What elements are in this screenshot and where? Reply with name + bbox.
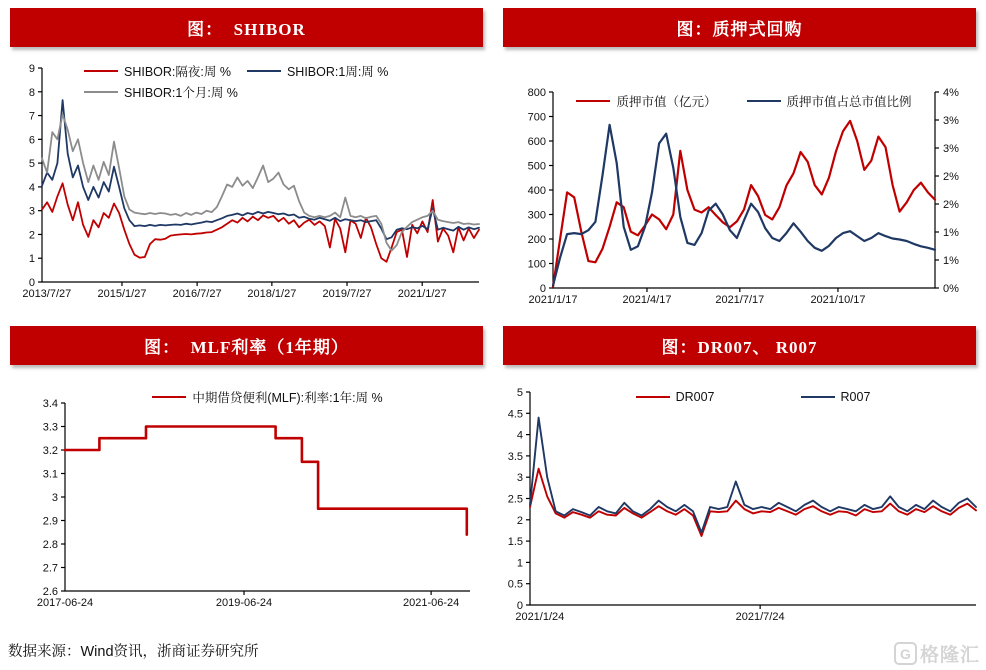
shibor-title: 图： SHIBOR (187, 20, 306, 39)
mlf-ytick: 3.3 (42, 421, 58, 434)
mlf-ytick: 2.7 (42, 562, 58, 575)
dr007-ytick: 0.5 (507, 578, 523, 591)
mlf-chart (0, 370, 493, 632)
repo-y2tick: 2% (943, 171, 959, 183)
legend-item-mlf-rate (152, 388, 382, 406)
shibor-xtick: 2015/1/27 (97, 288, 147, 300)
mlf-ytick: 2.6 (42, 586, 58, 598)
repo-y2tick: 3% (943, 115, 959, 127)
mlf-legend (65, 388, 470, 406)
legend-item-pledged-value (576, 92, 716, 110)
repo-ytick: 200 (527, 234, 546, 246)
repo-ytick: 100 (527, 258, 546, 271)
repo-ytick: 800 (527, 87, 546, 99)
repo-ytick: 700 (527, 111, 546, 124)
legend-item-r007-series (801, 390, 871, 404)
shibor-ytick: 9 (28, 63, 35, 75)
legend-swatch-r007-series (801, 396, 835, 398)
mlf-xtick: 2021-06-24 (402, 597, 460, 609)
shibor-xtick: 2013/7/27 (22, 288, 72, 300)
mlf-ytick: 2.8 (42, 539, 58, 551)
repo-ytick: 600 (527, 136, 546, 148)
repo-y2tick: 3% (943, 143, 959, 155)
panel-dr007 (493, 318, 986, 638)
dr007-ytick: 5 (516, 387, 523, 399)
repo-ytick: 500 (527, 160, 546, 173)
legend-label-shibor-1w: SHIBOR:1周:周 % (286, 65, 389, 79)
repo-xtick: 2021/4/17 (622, 294, 672, 306)
repo-axis-frame (553, 92, 935, 288)
repo-xtick: 2021/10/17 (810, 294, 866, 306)
dr007-chart (493, 370, 986, 632)
legend-item-pledged-ratio (747, 92, 912, 110)
repo-y2tick: 1% (943, 227, 959, 239)
data-source-note: 数据来源：Wind资讯，浙商证券研究所 (8, 644, 259, 660)
dr007-ytick: 2.5 (507, 493, 523, 506)
mlf-ytick: 3.2 (42, 445, 58, 457)
gelonghui-watermark (894, 640, 980, 667)
mlf-ytick: 3.4 (42, 398, 58, 410)
dr007-ytick: 4 (516, 429, 523, 442)
dr007-ytick: 2 (516, 514, 523, 527)
legend-swatch-pledged-value (576, 100, 610, 102)
legend-swatch-pledged-ratio (747, 100, 781, 102)
shibor-ytick: 3 (28, 205, 35, 218)
repo-title-bar (503, 8, 976, 47)
gelonghui-logo-icon: G (894, 642, 917, 665)
dr007-ytick: 3 (516, 472, 523, 485)
shibor-xtick: 2016/7/27 (172, 288, 222, 300)
legend-label-pledged-value: 质押市值（亿元） (616, 95, 717, 109)
dr007-xtick: 2021/1/24 (515, 611, 565, 623)
mlf-title: 图： MLF利率（1年期） (144, 338, 349, 357)
dr007-legend (530, 390, 976, 404)
legend-item-shibor-overnight (84, 62, 231, 80)
repo-xtick: 2021/1/17 (528, 294, 578, 306)
shibor-1m-line (42, 114, 479, 250)
legend-item-shibor-1w (247, 62, 388, 80)
dr007-ytick: 1 (516, 557, 523, 570)
dr007-xtick: 2021/7/24 (735, 611, 785, 623)
mlf-xtick: 2019-06-24 (215, 597, 273, 609)
dr007-title-bar (503, 326, 976, 365)
shibor-legend (84, 62, 452, 101)
repo-title: 图：质押式回购 (676, 20, 803, 39)
mlf-axis-frame (65, 403, 470, 591)
repo-y2tick: 0% (943, 283, 959, 295)
shibor-ytick: 5 (28, 158, 35, 171)
repo-y2tick: 4% (943, 87, 959, 99)
dr007-axis-frame (530, 392, 976, 605)
shibor-ytick: 4 (28, 181, 35, 194)
mlf-title-bar (10, 326, 483, 365)
repo-ytick: 400 (527, 185, 546, 197)
panel-mlf (0, 318, 493, 638)
repo-legend (553, 92, 935, 110)
panel-shibor (0, 0, 493, 320)
shibor-xtick: 2019/7/27 (322, 288, 372, 300)
legend-label-shibor-1m: SHIBOR:1个月:周 % (124, 86, 238, 100)
pledged-value-line (553, 121, 935, 287)
dr007-ytick: 3.5 (507, 450, 523, 463)
mlf-ytick: 2.9 (42, 515, 58, 528)
repo-y2tick: 2% (943, 199, 959, 211)
legend-label-dr007-series: DR007 (675, 390, 715, 404)
legend-swatch-dr007-series (636, 396, 670, 398)
legend-swatch-shibor-overnight (84, 70, 118, 72)
repo-ytick: 0 (539, 283, 546, 295)
r007-series-line (530, 418, 976, 533)
dr007-title: 图：DR007、 R007 (661, 338, 818, 357)
legend-label-shibor-overnight: SHIBOR:隔夜:周 % (124, 65, 231, 79)
shibor-ytick: 6 (28, 134, 35, 147)
shibor-xtick: 2021/1/27 (397, 288, 447, 300)
dr007-ytick: 4.5 (507, 408, 523, 421)
shibor-overnight-line (42, 183, 479, 261)
mlf-ytick: 3.1 (42, 468, 58, 481)
shibor-ytick: 2 (28, 229, 35, 242)
legend-swatch-shibor-1m (84, 91, 118, 93)
shibor-ytick: 8 (28, 86, 35, 99)
shibor-xtick: 2018/1/27 (247, 288, 297, 300)
shibor-title-bar (10, 8, 483, 47)
legend-item-dr007-series (636, 390, 715, 404)
repo-y2tick: 1% (943, 255, 959, 267)
shibor-ytick: 0 (28, 277, 35, 289)
shibor-ytick: 1 (28, 253, 35, 266)
legend-item-shibor-1m (84, 83, 238, 101)
dr007-series-line (530, 469, 976, 536)
legend-swatch-mlf-rate (152, 396, 186, 398)
mlf-rate-line (65, 427, 467, 535)
legend-label-pledged-ratio: 质押市值占总市值比例 (786, 95, 912, 109)
pledged-ratio-line (553, 125, 935, 286)
legend-label-r007-series: R007 (840, 390, 871, 404)
repo-ytick: 300 (527, 209, 546, 222)
panel-repo (493, 0, 986, 320)
dr007-ytick: 0 (516, 600, 523, 612)
repo-xtick: 2021/7/17 (715, 294, 765, 306)
mlf-ytick: 3 (51, 492, 58, 504)
dr007-ytick: 1.5 (507, 536, 523, 549)
gelonghui-logo-text: 格隆汇 (919, 645, 980, 666)
legend-swatch-shibor-1w (247, 70, 281, 72)
mlf-xtick: 2017-06-24 (36, 597, 94, 609)
shibor-ytick: 7 (28, 110, 35, 123)
legend-label-mlf-rate: 中期借贷便利(MLF):利率:1年:周 % (192, 391, 383, 405)
